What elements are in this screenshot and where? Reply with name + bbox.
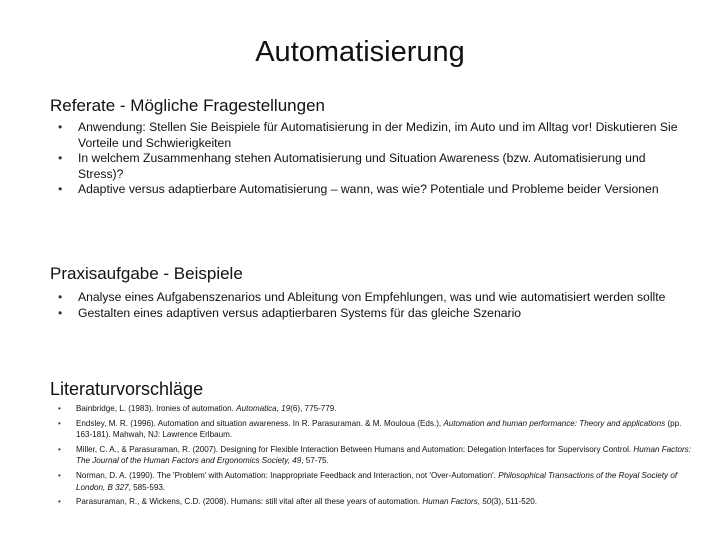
list-item: • In welchem Zusammenhang stehen Automatisierung und Situation Awareness (bzw. Automatisierung und Stress)? (58, 151, 688, 182)
section-heading-referate: Referate - Mögliche Fragestellungen (50, 96, 325, 115)
list-item: • Analyse eines Aufgabenszenarios und Ableitung von Empfehlungen, was und wie automatisiert werden sollte (58, 290, 688, 306)
slide-title: Automatisierung (255, 36, 465, 68)
praxisaufgabe-list (58, 290, 688, 321)
reference-item: • Bainbridge, L. (1983). Ironies of automation. Automatica, 19(6), 775-779. (58, 403, 698, 414)
list-item: • Gestalten eines adaptiven versus adaptierbaren Systems für das gleiche Szenario (58, 306, 688, 322)
list-item: • Adaptive versus adaptierbare Automatisierung – wann, was wie? Potentiale und Probleme beider Versionen (58, 182, 688, 198)
reference-item: • Endsley, M. R. (1996). Automation and situation awareness. In R. Parasuraman. & M. Mouloua (Eds.), Automation and human performance: Theory and applications (pp. 163-181). Mahwah, NJ: Lawrence Erlbaum. (58, 418, 698, 441)
section-heading-literatur: Literaturvorschläge (50, 379, 204, 399)
list-item: • Anwendung: Stellen Sie Beispiele für Automatisierung in der Medizin, im Auto und im Alltag vor! Diskutieren Sie Vorteile und Schwierigkeiten (58, 120, 688, 151)
reference-item: • Miller, C. A., & Parasuraman, R. (2007). Designing for Flexible Interaction Between Humans and Automation: Delegation Interfaces for Supervisory Control. Human Factors: The Journal of the Human Factors and Ergonomics Society, 49, 57-75. (58, 444, 698, 467)
reference-item: • Norman, D. A. (1990). The 'Problem' with Automation: Inappropriate Feedback and Interaction, not 'Over-Automation'. Philosophical Transactions of the Royal Society of London, B 327, 585-593. (58, 470, 698, 493)
reference-item: • Parasuraman, R., & Wickens, C.D. (2008). Humans: still vital after all these years of automation. Human Factors, 50(3), 511-520. (58, 496, 698, 507)
section-heading-praxisaufgabe: Praxisaufgabe - Beispiele (50, 264, 243, 283)
referate-list (58, 120, 688, 198)
literature-list (58, 403, 698, 511)
